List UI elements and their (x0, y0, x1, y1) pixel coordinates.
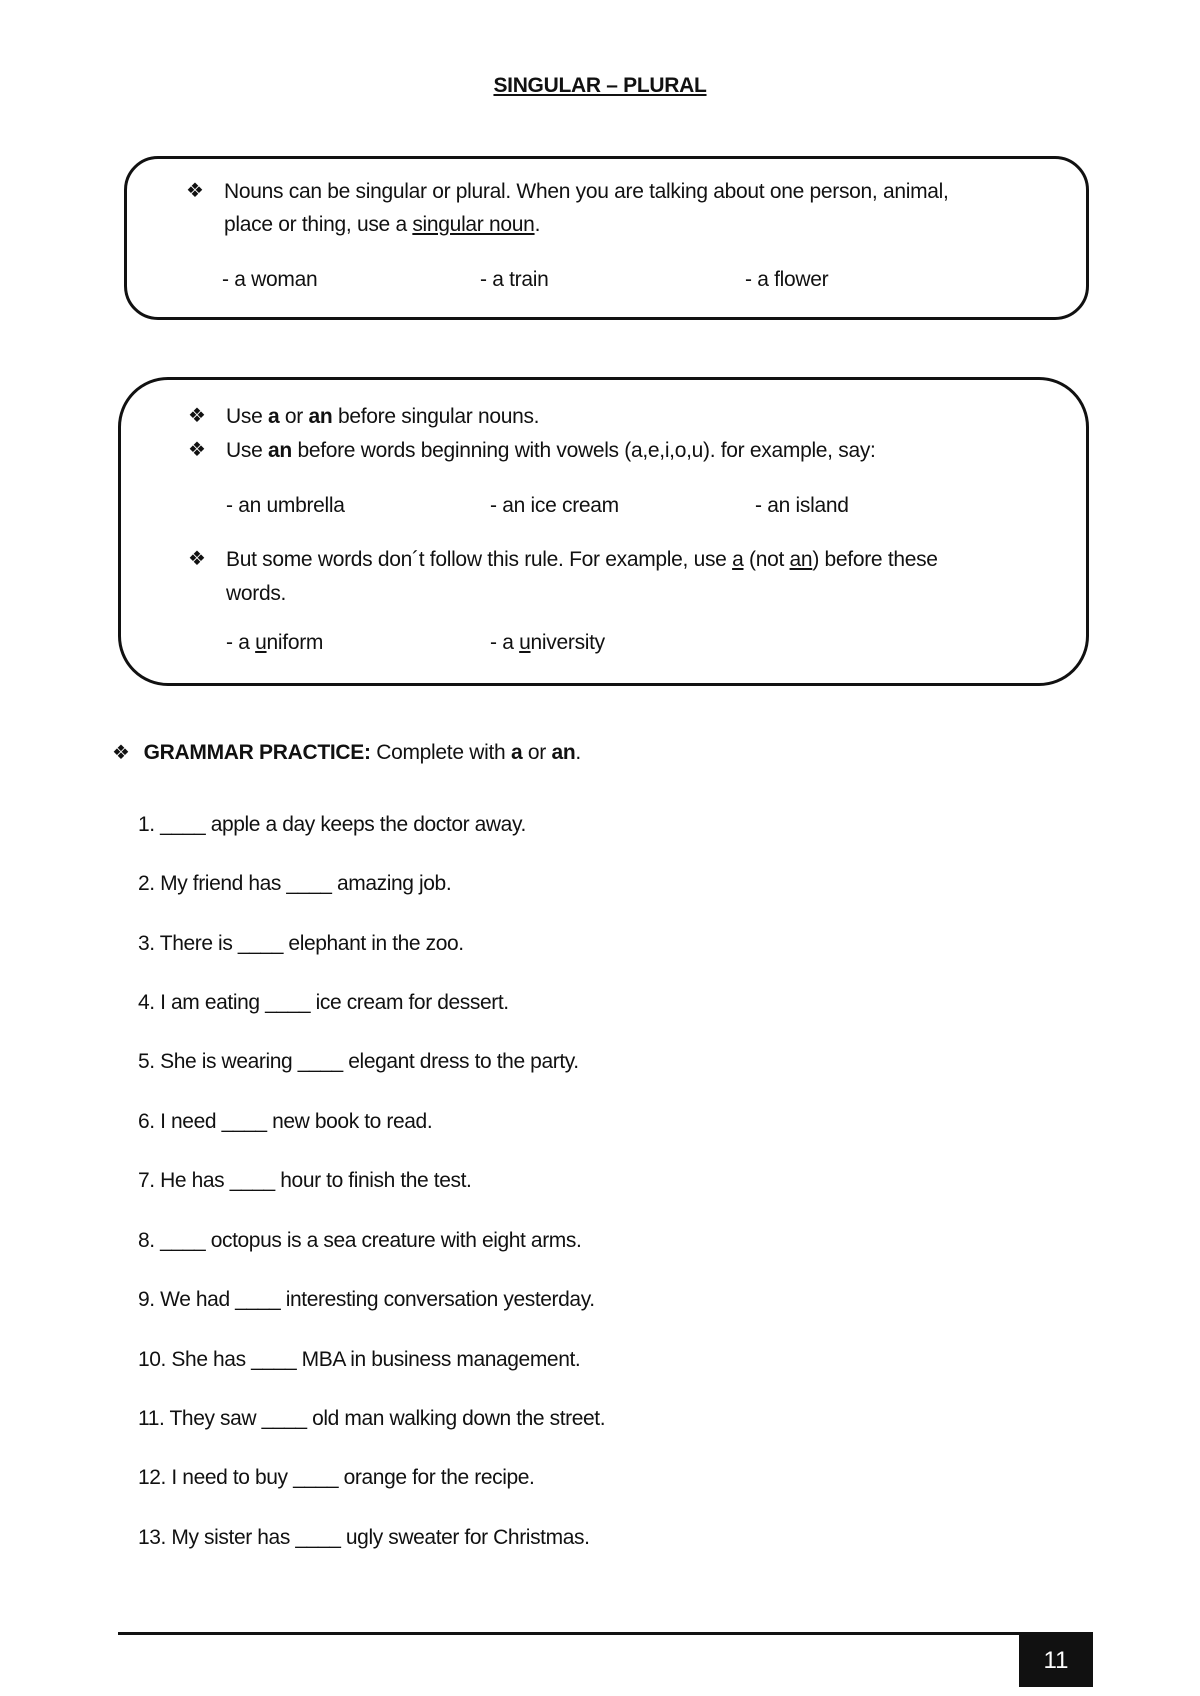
term-an: an (267, 439, 292, 462)
example-text: - a (490, 631, 520, 654)
page-number: 11 (1019, 1635, 1093, 1687)
practice-title: GRAMMAR PRACTICE: (143, 741, 371, 764)
singular-noun-term: singular noun (412, 213, 535, 236)
grammar-practice-heading (112, 736, 581, 770)
example-text: niform (266, 631, 324, 654)
example-a-train: - a train (480, 268, 549, 291)
example-a-woman: - a woman (222, 268, 318, 291)
question-5: 5. She is wearing ____ elegant dress to the party. (138, 1050, 579, 1073)
example-a-flower: - a flower (745, 268, 829, 291)
rule-text: Nouns can be singular or plural. When you are talking about one person, animal, (224, 180, 949, 203)
rule-text: . (534, 213, 541, 236)
rule-singular-line2 (224, 208, 540, 241)
question-8: 8. ____ octopus is a sea creature with eight arms. (138, 1229, 582, 1252)
rule-exceptions-line2: words. (226, 582, 287, 605)
rule-exceptions-line1 (226, 543, 938, 576)
term-an: an (551, 741, 576, 764)
instruction-text: Complete with (370, 741, 511, 764)
term-an: an (308, 405, 333, 428)
rule-text: Use (226, 439, 268, 462)
underlined-letter: u (255, 631, 267, 654)
rule-text: before words beginning with vowels (a,e,i,o,u). for example, say: (291, 439, 876, 462)
question-1: 1. ____ apple a day keeps the doctor away. (138, 813, 526, 836)
example-an-ice-cream: - an ice cream (490, 494, 619, 517)
page-title: SINGULAR – PLURAL (493, 74, 707, 97)
question-10: 10. She has ____ MBA in business management. (138, 1348, 581, 1371)
rule-a-an (226, 400, 539, 433)
footer-divider (118, 1632, 1093, 1635)
question-6: 6. I need ____ new book to read. (138, 1110, 433, 1133)
example-text: - a (226, 631, 256, 654)
example-an-island: - an island (755, 494, 849, 517)
diamond-bullet-icon: ❖ (186, 180, 204, 202)
example-a-university (490, 628, 605, 658)
question-3: 3. There is ____ elephant in the zoo. (138, 932, 464, 955)
underlined-letter: u (519, 631, 531, 654)
rule-text: But some words don´t follow this rule. For example, use (226, 548, 733, 571)
instruction-text: . (575, 741, 581, 764)
instruction-text: or (522, 741, 552, 764)
rule-vowels (226, 434, 876, 467)
term-a: a (267, 405, 280, 428)
question-13: 13. My sister has ____ ugly sweater for Christmas. (138, 1526, 590, 1549)
question-12: 12. I need to buy ____ orange for the recipe. (138, 1466, 535, 1489)
rule-text: Use (226, 405, 268, 428)
question-2: 2. My friend has ____ amazing job. (138, 872, 452, 895)
rule-singular-line1 (224, 175, 949, 208)
question-7: 7. He has ____ hour to finish the test. (138, 1169, 472, 1192)
example-a-uniform (226, 628, 323, 658)
rule-text: ) before these (812, 548, 938, 571)
term-a: a (510, 741, 523, 764)
rule-text: place or thing, use a (224, 213, 413, 236)
term-an: an (789, 548, 813, 571)
rule-text: or (279, 405, 309, 428)
diamond-bullet-icon: ❖ (112, 742, 130, 764)
question-4: 4. I am eating ____ ice cream for dessert. (138, 991, 509, 1014)
diamond-bullet-icon: ❖ (188, 548, 206, 570)
diamond-bullet-icon: ❖ (188, 405, 206, 427)
example-text: niversity (530, 631, 605, 654)
question-9: 9. We had ____ interesting conversation yesterday. (138, 1288, 595, 1311)
example-an-umbrella: - an umbrella (226, 494, 345, 517)
rule-text: before singular nouns. (332, 405, 540, 428)
diamond-bullet-icon: ❖ (188, 439, 206, 461)
term-a: a (732, 548, 744, 571)
question-11: 11. They saw ____ old man walking down the street. (138, 1407, 606, 1430)
rule-text: (not (743, 548, 790, 571)
